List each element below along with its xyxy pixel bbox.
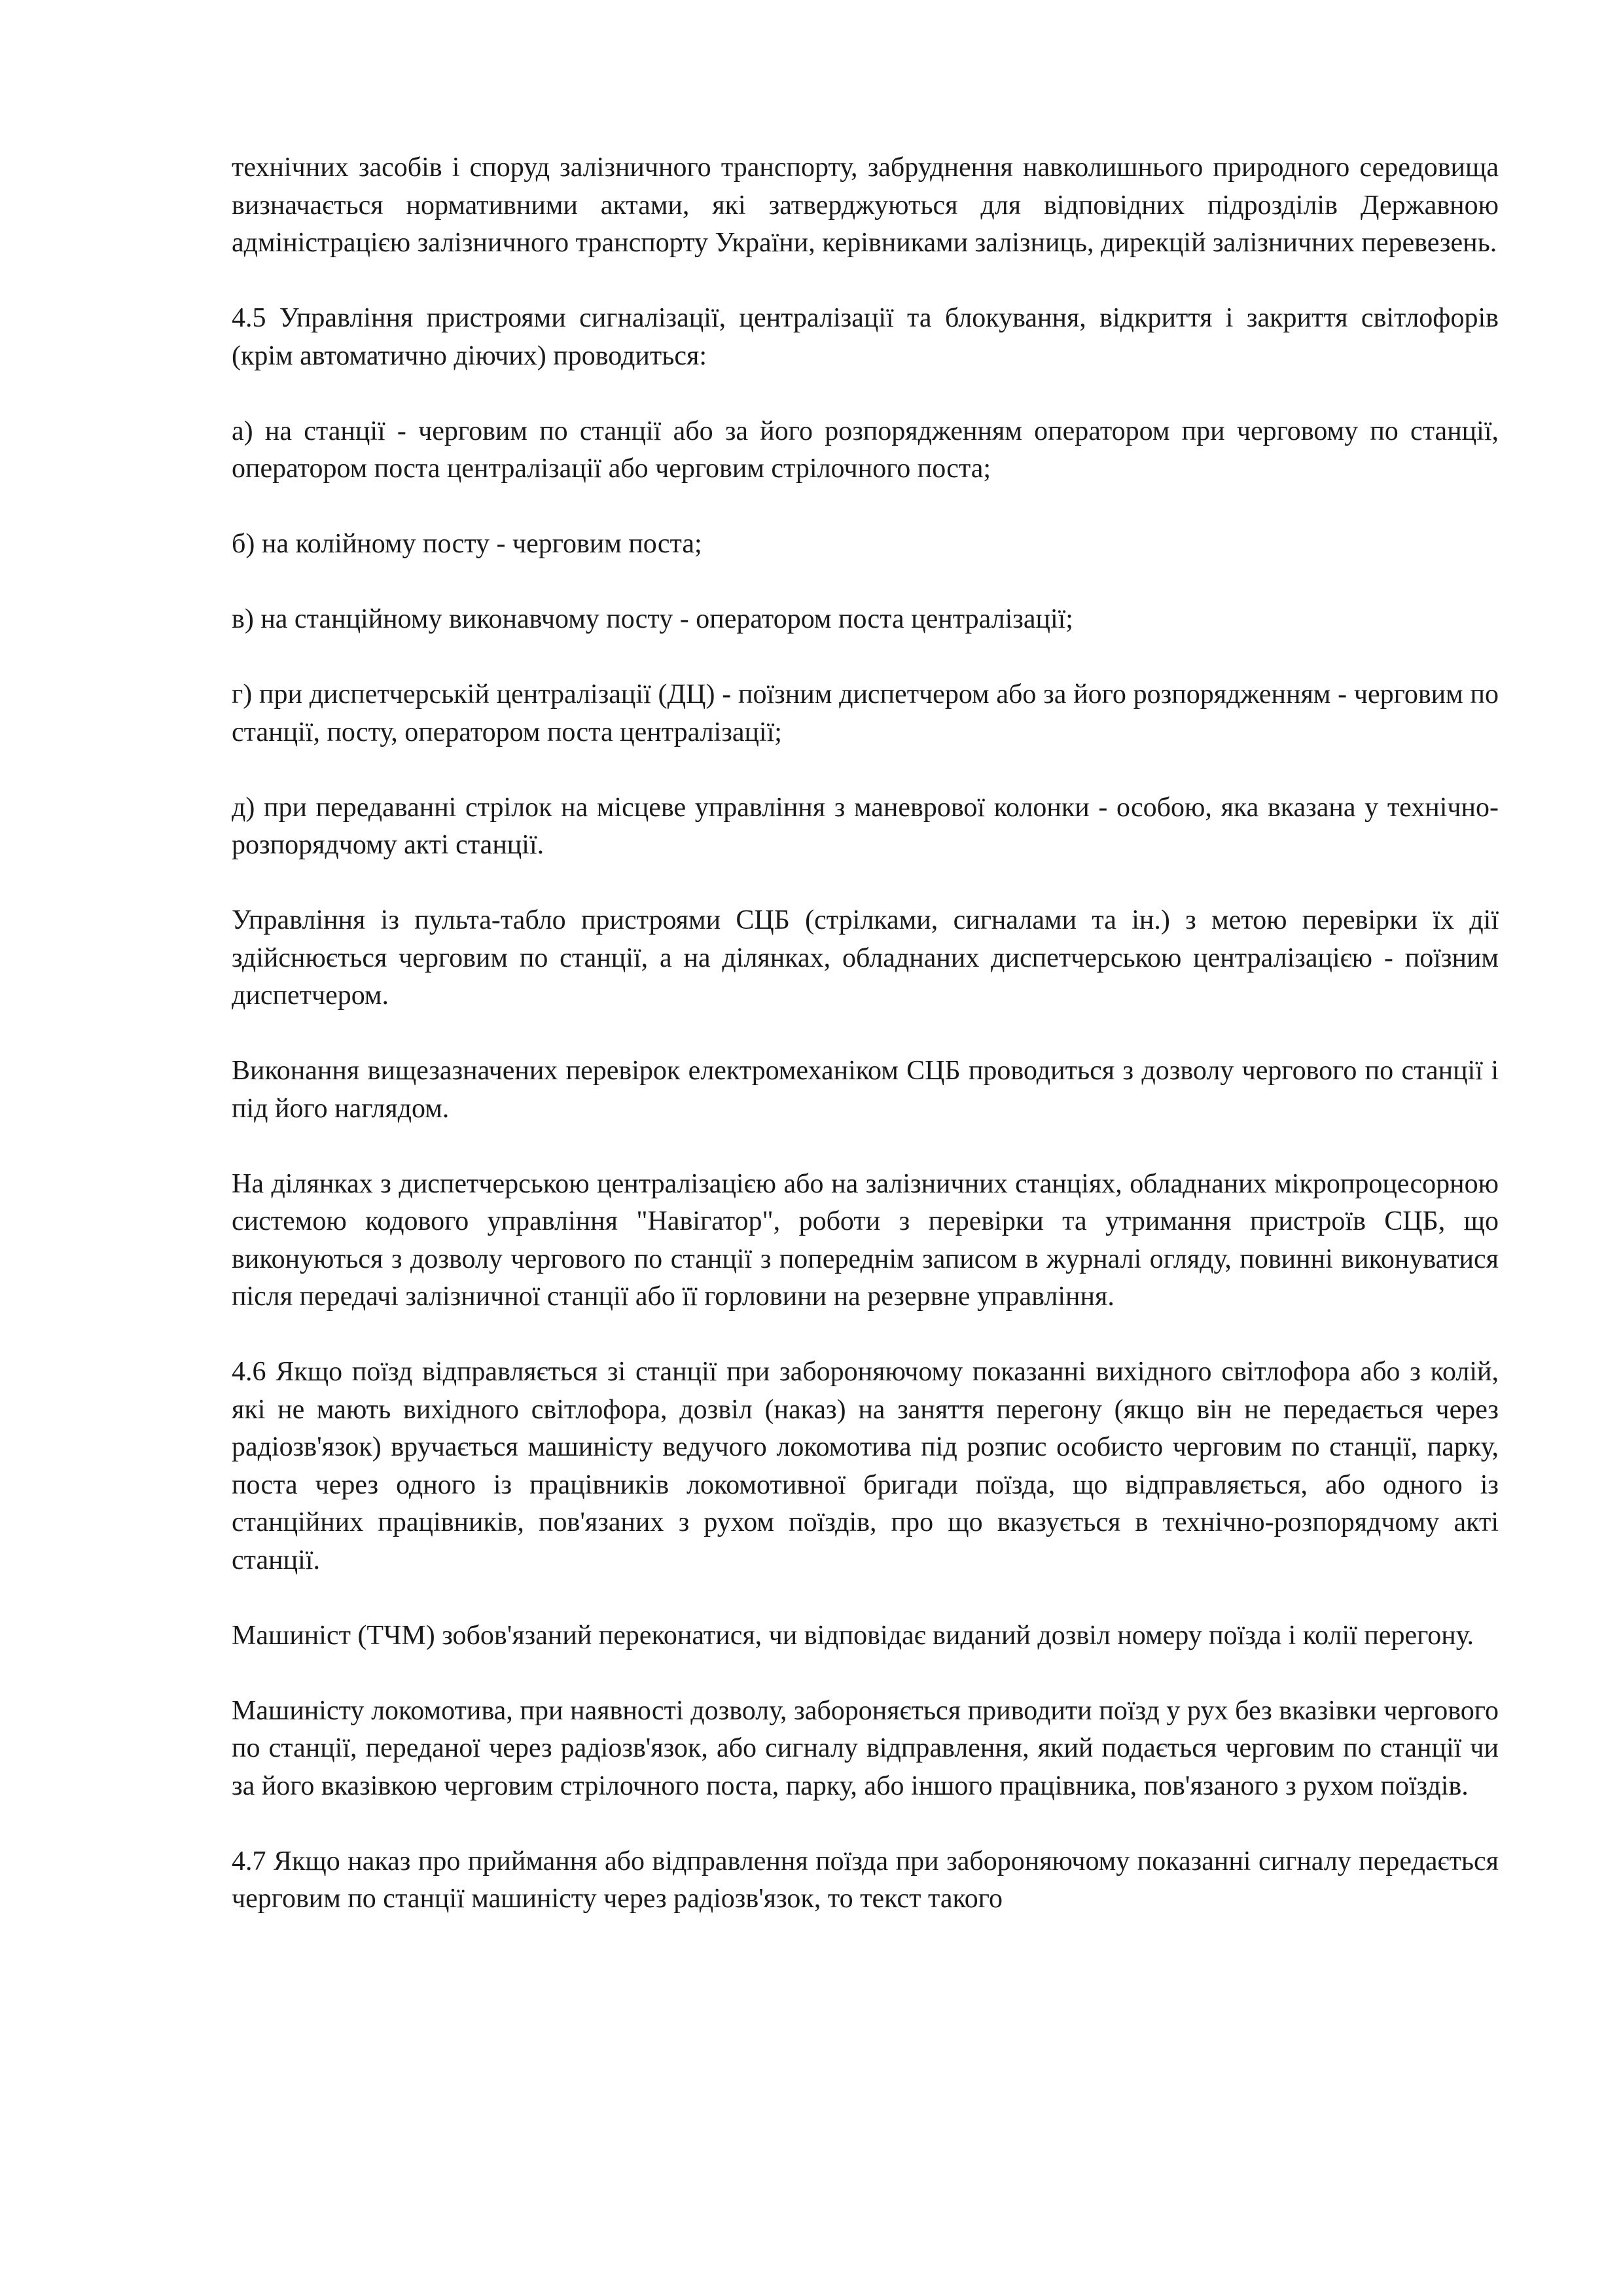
paragraph-item-g: г) при диспетчерській централізації (ДЦ) - поїзним диспетчером або за його розпорядженням - черговим по станції, посту, оператором поста централізації;: [232, 679, 1499, 747]
paragraph-section-4-7: 4.7 Якщо наказ про приймання або відправлення поїзда при забороняючому показанні сигналу передається черговим по станції машиністу через радіозв'язок, то текст такого: [232, 1846, 1499, 1914]
document-page: [232, 149, 1499, 1918]
paragraph-section-4-6: 4.6 Якщо поїзд відправляється зі станції при забороняючому показанні вихідного світлофора або з колій, які не мають вихідного світлофора, дозвіл (наказ) на заняття перегону (якщо він не передається через радіозв'язок) вручається машиністу ведучого локомотива під розпис особисто черговим по станції, парку, поста через одного із працівників локомотивної бригади поїзда, що відправляється, або одного із станційних працівників, пов'язаних з рухом поїздів, про що вказується в технічно-розпорядчому акті станції.: [232, 1357, 1499, 1575]
paragraph-item-v: в) на станційному виконавчому посту - оператором поста централізації;: [232, 604, 1073, 634]
paragraph-electromechanic-checks: Виконання вищезазначених перевірок електромеханіком СЦБ проводиться з дозволу чергового по станції і під його наглядом.: [232, 1056, 1499, 1124]
paragraph-item-d: д) при передаванні стрілок на місцеве управління з маневрової колонки - особою, яка вказана у технічно-розпорядчому акті станції.: [232, 792, 1499, 860]
paragraph-item-b: б) на колійному посту - черговим поста;: [232, 529, 702, 559]
paragraph-item-a: а) на станції - черговим по станції або за його розпорядженням оператором при черговому по станції, оператором поста централізації або черговим стрілочного поста;: [232, 416, 1499, 484]
paragraph-driver-prohibition: Машиністу локомотива, при наявності дозволу, забороняється приводити поїзд у рух без вказівки чергового по станції, переданої через радіозв'язок, або сигналу відправлення, який подається черговим по станції чи за його вказівкою черговим стрілочного поста, парку, або іншого працівника, пов'язаного з рухом поїздів.: [232, 1695, 1499, 1801]
paragraph-driver-verification: Машиніст (ТЧМ) зобов'язаний переконатися, чи відповідає виданий дозвіл номеру поїзда і колії перегону.: [232, 1620, 1474, 1651]
paragraph-panel-control: Управління із пульта-табло пристроями СЦБ (стрілками, сигналами та ін.) з метою перевірки їх дії здійснюється черговим по станції, а на ділянках, обладнаних диспетчерською централізацією - поїзним диспетчером.: [232, 905, 1499, 1011]
paragraph-section-4-5: 4.5 Управління пристроями сигналізації, централізації та блокування, відкриття і закриття світлофорів (крім автоматично діючих) проводиться:: [232, 303, 1499, 371]
paragraph-intro-continuation: технічних засобів і споруд залізничного транспорту, забруднення навколишнього природного середовища визначається нормативними актами, які затверджуються для відповідних підрозділів Державною адміністрацією залізничного транспорту України, керівниками залізниць, дирекцій залізничних перевезень.: [232, 152, 1499, 258]
paragraph-navigator-system: На ділянках з диспетчерською централізацією або на залізничних станціях, обладнаних мікропроцесорною системою кодового управління "Навігатор", роботи з перевірки та утримання пристроїв СЦБ, що виконуються з дозволу чергового по станції з попереднім записом в журналі огляду, повинні виконуватися після передачі залізничної станції або її горловини на резервне управління.: [232, 1168, 1499, 1312]
